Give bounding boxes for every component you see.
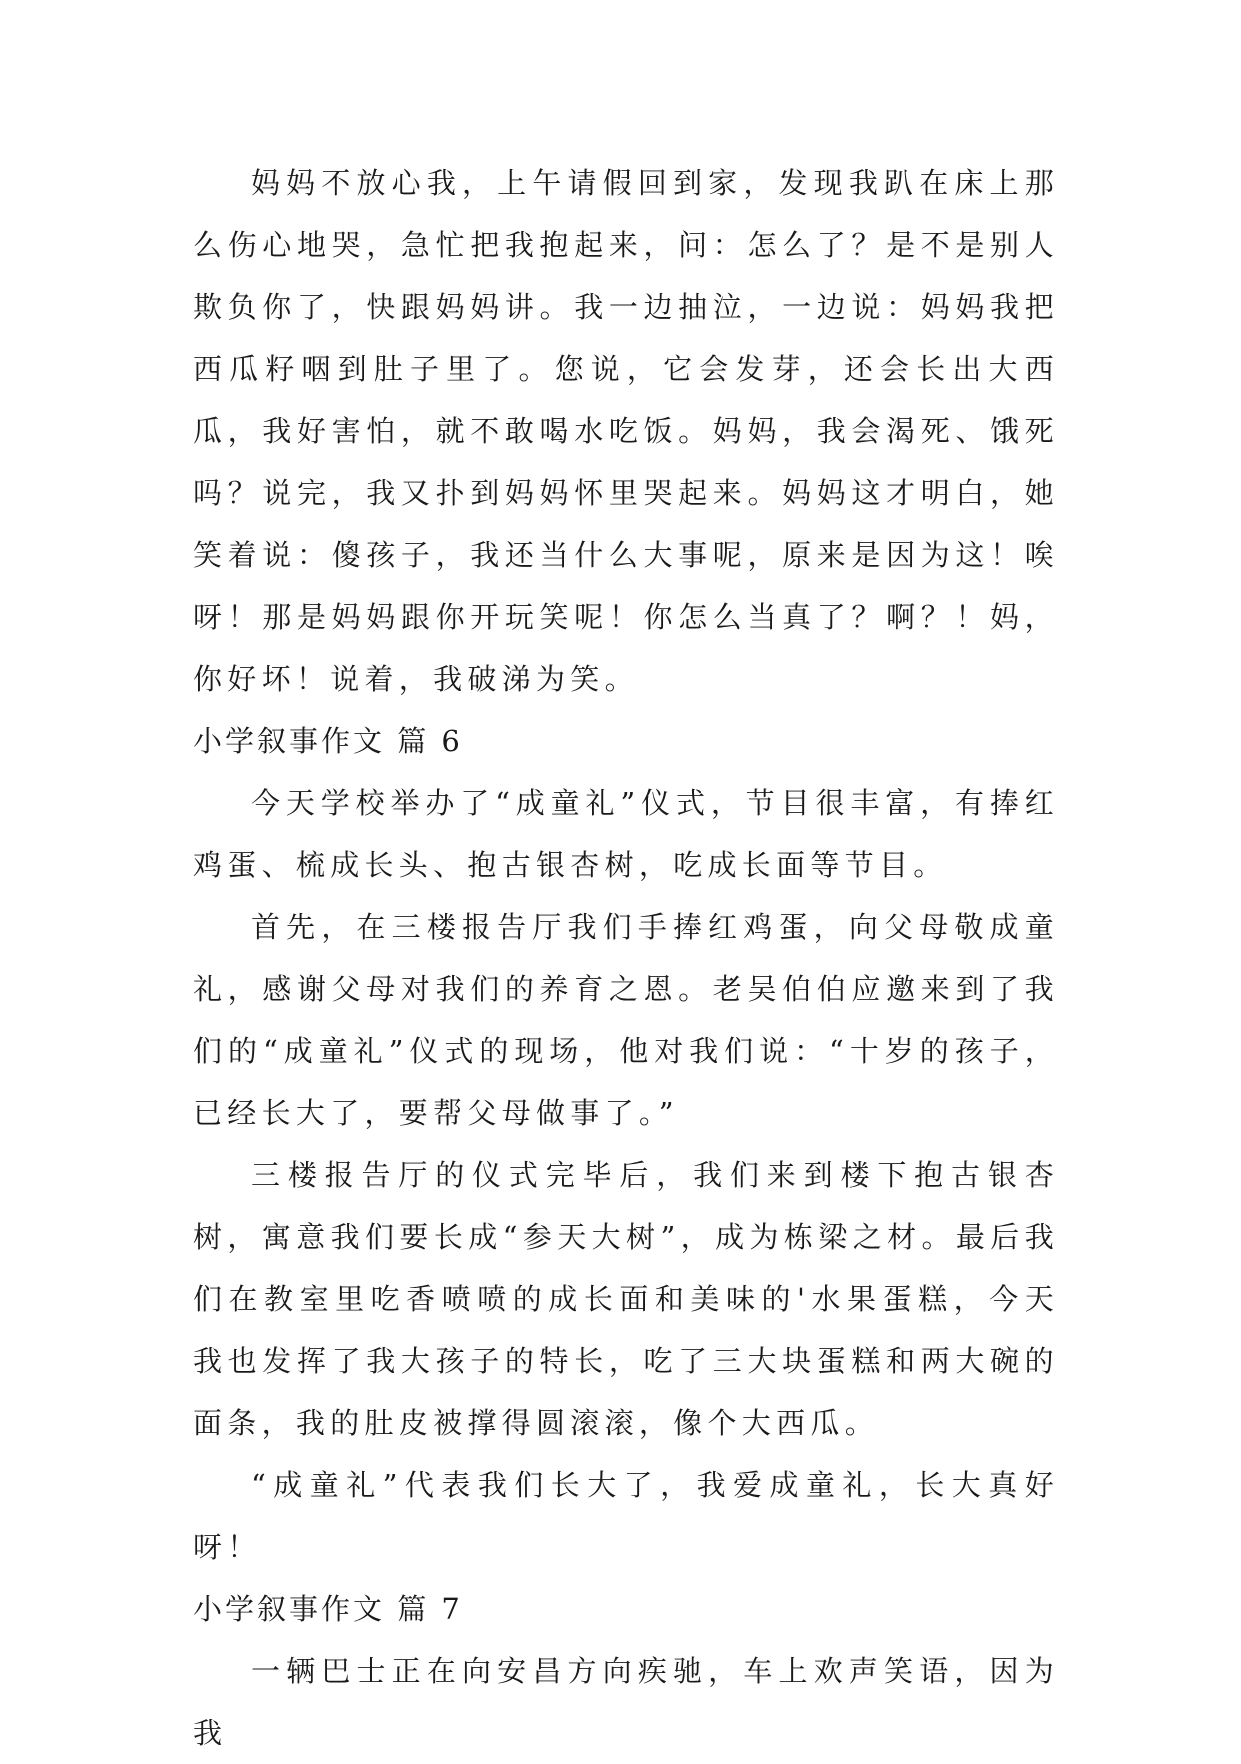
paragraph-mom-comforts: 妈妈不放心我，上午请假回到家，发现我趴在床上那么伤心地哭，急忙把我抱起来，问：怎么了？是不是别人欺负你了，快跟妈妈讲。我一边抽泣，一边说：妈妈我把西瓜籽咽到肚子里了。您说，它会发芽，还会长出大西瓜，我好害怕，就不敢喝水吃饭。妈妈，我会渴死、饿死吗？说完，我又扑到妈妈怀里哭起来。妈妈这才明白，她笑着说：傻孩子，我还当什么大事呢，原来是因为这！唉呀！那是妈妈跟你开玩笑呢！你怎么当真了？啊？！妈，你好坏！说着，我破涕为笑。 [193,166,1059,696]
paragraph-ceremony-closing: “成童礼”代表我们长大了，我爱成童礼，长大真好呀！ [193,1468,1059,1564]
section-heading-7: 小学叙事作文 篇 7 [193,1592,463,1626]
document-body [193,152,1059,1764]
paragraph-ceremony-first: 首先，在三楼报告厅我们手捧红鸡蛋，向父母敬成童礼，感谢父母对我们的养育之恩。老吴伯伯应邀来到了我们的“成童礼”仪式的现场，他对我们说：“十岁的孩子，已经长大了，要帮父母做事了。” [193,910,1059,1130]
paragraph-ceremony-tree: 三楼报告厅的仪式完毕后，我们来到楼下抱古银杏树，寓意我们要长成“参天大树”，成为栋梁之材。最后我们在教室里吃香喷喷的成长面和美味的'水果蛋糕，今天我也发挥了我大孩子的特长，吃了三大块蛋糕和两大碗的面条，我的肚皮被撑得圆滚滚，像个大西瓜。 [193,1158,1059,1440]
section-heading-6: 小学叙事作文 篇 6 [193,724,463,758]
paragraph-ceremony-intro: 今天学校举办了“成童礼”仪式，节目很丰富，有捧红鸡蛋、梳成长头、抱古银杏树，吃成长面等节目。 [193,786,1059,882]
paragraph-bus-trip: 一辆巴士正在向安昌方向疾驰，车上欢声笑语，因为我 [193,1654,1059,1750]
